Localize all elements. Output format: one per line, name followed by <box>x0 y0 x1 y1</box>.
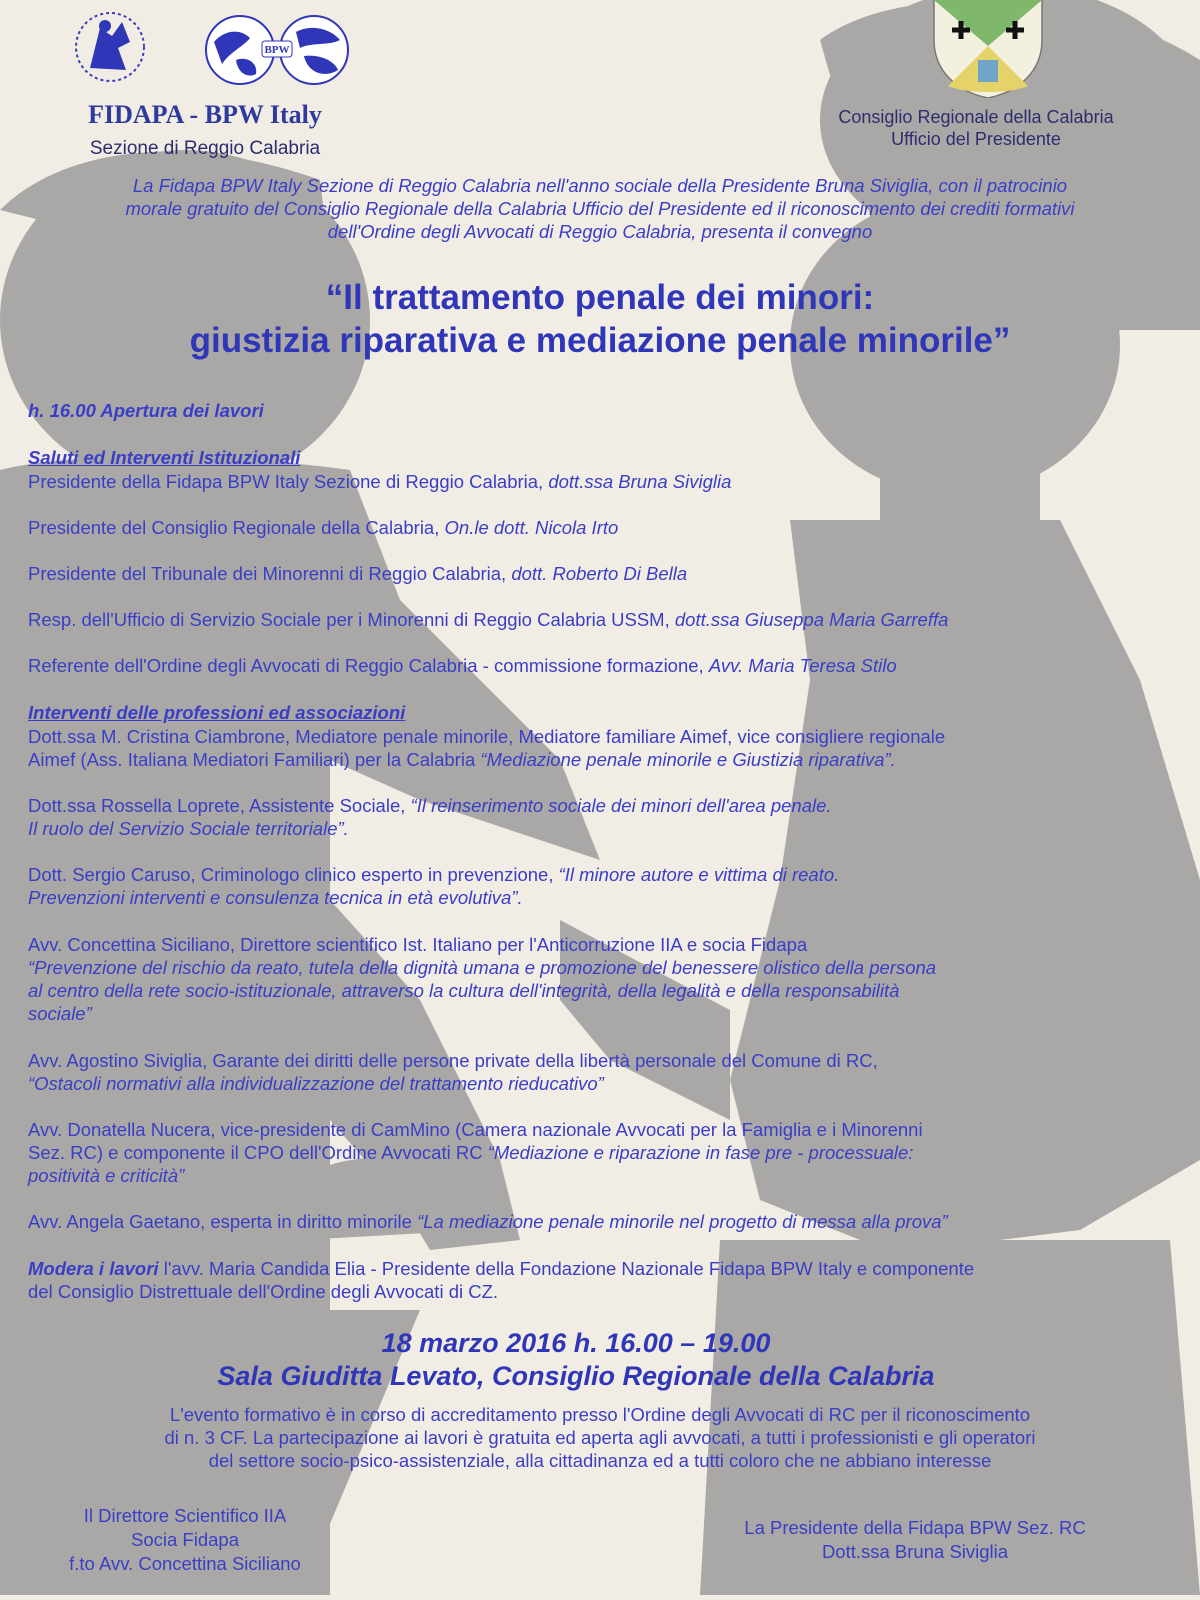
talk-line <box>28 1211 948 1233</box>
accreditation-line: L'evento formativo è in corso di accreditamento presso l'Ordine degli Avvocati di RC per il riconoscimento <box>169 1404 1031 1425</box>
intro-line: La Fidapa BPW Italy Sezione di Reggio Calabria nell'anno sociale della Presidente Bruna Siviglia, con il patrocinio <box>132 175 1068 196</box>
greeting-item <box>28 655 897 677</box>
bpw-globe-logo-icon <box>200 12 356 86</box>
fidapa-logo-icon <box>60 8 160 86</box>
council-block <box>770 106 1182 150</box>
greeting-role: Presidente del Tribunale dei Minorenni di Reggio Calabria, <box>28 563 512 584</box>
talk-line <box>28 1165 184 1187</box>
greeting-name: dott. Roberto Di Bella <box>511 563 688 584</box>
moderator-label: Modera i lavori <box>28 1258 159 1279</box>
greeting-role: Presidente della Fidapa BPW Italy Sezione di Reggio Calabria, <box>28 471 549 492</box>
greeting-role: Referente dell'Ordine degli Avvocati di Reggio Calabria - commissione formazione, <box>28 655 709 676</box>
talk-speaker: Dott. Sergio Caruso, Criminologo clinico esperto in prevenzione, <box>28 864 559 885</box>
accreditation-line: di n. 3 CF. La partecipazione ai lavori è gratuita ed aperta agli avvocati, a tutti i professionisti e gli operatori <box>164 1427 1036 1448</box>
talk-line: Avv. Concettina Siciliano, Direttore scientifico Ist. Italiano per l'Anticorruzione IIA e socia Fidapa <box>28 934 808 955</box>
calabria-crest-icon <box>928 0 1048 98</box>
talk-title: “Mediazione e riparazione in fase pre - processuale: <box>487 1142 914 1163</box>
title-line: “Il trattamento penale dei minori: <box>325 278 875 317</box>
greeting-name: dott.ssa Bruna Siviglia <box>548 471 732 492</box>
greeting-role: Presidente del Consiglio Regionale della Calabria, <box>28 517 445 538</box>
signature-name: Dott.ssa Bruna Siviglia <box>821 1541 1009 1562</box>
org-section: Sezione di Reggio Calabria <box>89 138 321 159</box>
talk-line <box>28 980 899 1002</box>
talk-speaker: Avv. Angela Gaetano, esperta in diritto minorile <box>28 1211 418 1232</box>
talk-line <box>28 864 839 886</box>
signature-role: Socia Fidapa <box>131 1529 239 1550</box>
council-office: Ufficio del Presidente <box>891 129 1061 149</box>
intro-line: morale gratuito del Consiglio Regionale della Calabria Ufficio del Presidente ed il riconoscimento dei crediti formativi <box>125 198 1075 219</box>
moderator-text: l'avv. Maria Candida Elia - Presidente della Fondazione Nazionale Fidapa BPW Italy e componente <box>158 1258 975 1279</box>
event-date: 18 marzo 2016 h. 16.00 – 19.00 <box>381 1328 771 1358</box>
opening-time: h. 16.00 Apertura dei lavori <box>28 400 264 421</box>
greeting-role: Resp. dell'Ufficio di Servizio Sociale per i Minorenni di Reggio Calabria USSM, <box>28 609 675 630</box>
conference-title <box>80 276 1120 362</box>
greeting-item <box>28 563 687 585</box>
moderator-line: del Consiglio Distrettuale dell'Ordine degli Avvocati di CZ. <box>28 1281 499 1302</box>
talk-title: “Il reinserimento sociale dei minori dell'area penale. <box>410 795 832 816</box>
talk-line <box>28 1003 92 1025</box>
moderator-line <box>28 1258 974 1280</box>
signature-role: Il Direttore Scientifico IIA <box>83 1505 287 1526</box>
talk-title: “Mediazione penale minorile e Giustizia riparativa”. <box>480 749 896 770</box>
accreditation-line: del settore socio-psico-assistenziale, alla cittadinanza ed a tutti coloro che ne abbiano interesse <box>208 1450 992 1471</box>
talk-line <box>28 749 896 771</box>
bpw-logo-text: BPW <box>264 44 290 56</box>
talk-title: “Prevenzione del rischio da reato, tutela della dignità umana e promozione del benessere olistico della persona <box>28 957 937 978</box>
talk-title: “Il minore autore e vittima di reato. <box>558 864 840 885</box>
talk-line <box>28 1073 604 1095</box>
intro-line: dell'Ordine degli Avvocati di Reggio Calabria, presenta il convegno <box>327 221 873 242</box>
talk-line <box>28 795 832 817</box>
signature-role: La Presidente della Fidapa BPW Sez. RC <box>744 1517 1086 1538</box>
talk-line: Avv. Donatella Nucera, vice-presidente di CamMino (Camera nazionale Avvocati per la Famiglia e i Minorenni <box>28 1119 923 1140</box>
talk-title: al centro della rete socio-istituzionale, attraverso la cultura dell'integrità, della legalità e della responsabilità <box>28 980 900 1001</box>
greetings-heading: Saluti ed Interventi Istituzionali <box>28 447 301 468</box>
talk-line <box>28 1142 913 1164</box>
greeting-name: Avv. Maria Teresa Stilo <box>708 655 897 676</box>
accreditation-note <box>40 1403 1160 1472</box>
talk-line: Avv. Agostino Siviglia, Garante dei diritti delle persone private della libertà personale del Comune di RC, <box>28 1050 878 1071</box>
talk-line: Dott.ssa M. Cristina Ciambrone, Mediatore penale minorile, Mediatore familiare Aimef, vice consigliere regionale <box>28 726 946 747</box>
greeting-item <box>28 517 618 539</box>
intro-paragraph <box>0 174 1200 243</box>
talk-speaker: Dott.ssa Rossella Loprete, Assistente Sociale, <box>28 795 411 816</box>
title-line: giustizia riparativa e mediazione penale minorile” <box>189 321 1011 360</box>
talks-heading: Interventi delle professioni ed associazioni <box>28 702 406 723</box>
event-venue: Sala Giuditta Levato, Consiglio Regionale della Calabria <box>217 1361 935 1391</box>
talk-title: “La mediazione penale minorile nel progetto di messa alla prova” <box>417 1211 948 1232</box>
talk-title: Il ruolo del Servizio Sociale territoriale”. <box>28 818 349 839</box>
talk-title: “Ostacoli normativi alla individualizzazione del trattamento rieducativo” <box>28 1073 604 1094</box>
greeting-item <box>28 471 731 493</box>
talk-title: Prevenzioni interventi e consulenza tecnica in età evolutiva”. <box>28 887 523 908</box>
org-name: FIDAPA - BPW Italy <box>88 100 322 129</box>
greeting-item <box>28 609 948 631</box>
greeting-name: dott.ssa Giuseppa Maria Garreffa <box>674 609 949 630</box>
talk-speaker: Aimef (Ass. Italiana Mediatori Familiari) per la Calabria <box>28 749 481 770</box>
greeting-name: On.le dott. Nicola Irto <box>444 517 619 538</box>
talk-line <box>28 957 936 979</box>
talk-title: positività e criticità” <box>28 1165 185 1186</box>
talk-line <box>28 818 349 840</box>
talk-speaker: Sez. RC) e componente il CPO dell'Ordine Avvocati RC <box>28 1142 488 1163</box>
signature-name: f.to Avv. Concettina Siciliano <box>69 1553 301 1574</box>
signature-right <box>700 1516 1130 1564</box>
talk-title: sociale” <box>28 1003 92 1024</box>
talk-line <box>28 887 523 909</box>
signature-left <box>40 1504 330 1576</box>
council-name: Consiglio Regionale della Calabria <box>838 107 1114 127</box>
